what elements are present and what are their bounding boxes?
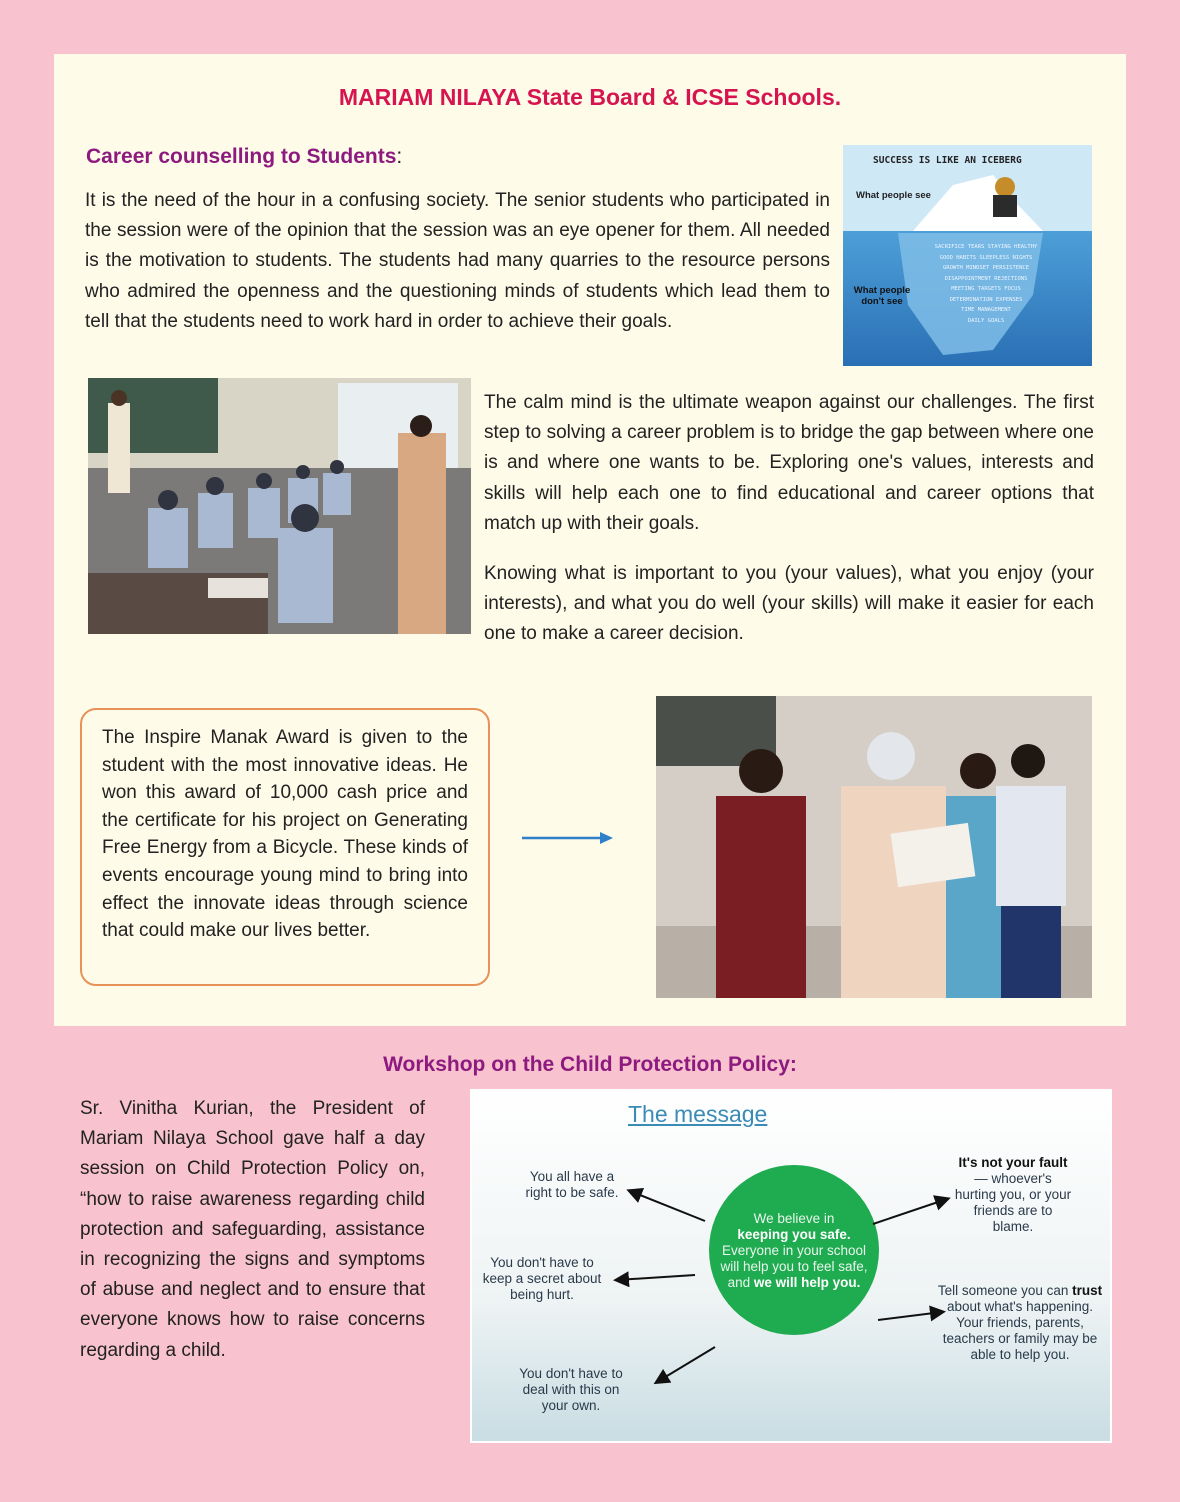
career-heading-colon: : — [396, 145, 403, 168]
iceberg-item: GOOD HABITS SLEEPLESS NIGHTS — [939, 254, 1033, 261]
center-text-a: We believe in — [753, 1211, 835, 1226]
arrow-right-top — [873, 1199, 947, 1224]
message-right-bottom — [935, 1283, 1105, 1363]
iceberg-bottom-label: What people don't see — [853, 285, 911, 307]
career-heading-text: Career counselling to Students — [86, 145, 397, 168]
career-paragraph-2: The calm mind is the ultimate weapon against our challenges. The first step to solving a career problem is to bridge the gap between where one is and where one wants to be. Exploring one's values, interests and skills will help each one to find educational and career options that match up with their goals. — [484, 392, 1094, 534]
iceberg-item: DISAPPOINTMENT REJECTIONS — [944, 275, 1028, 282]
center-text-b: keeping you safe. — [737, 1227, 851, 1242]
arrow-left-bottom — [657, 1347, 715, 1382]
message-right-top-text: — whoever's hurting you, or your friends are to blame. — [954, 1171, 1072, 1234]
award-text: The Inspire Manak Award is given to the student with the most innovative ideas. He won this award of 10,000 cash price and the certificate for his project on Generating Free Energy from a Bicycle. These kinds of events encourage young mind to bring into effect the innovate ideas through science that could make our lives better. — [102, 727, 468, 942]
message-diagram — [470, 1089, 1112, 1443]
message-title: The message — [628, 1101, 768, 1127]
workshop-heading: Workshop on the Child Protection Policy: — [383, 1053, 797, 1076]
iceberg-item: TIME MANAGEMENT — [961, 307, 1011, 313]
message-right-top-bold: It's not your fault — [958, 1155, 1068, 1170]
iceberg-infographic — [843, 145, 1092, 366]
career-heading — [86, 145, 402, 169]
arrow-left-mid — [617, 1275, 695, 1280]
iceberg-item: DETERMINATION EXPENSES — [949, 296, 1023, 303]
message-right-top — [952, 1155, 1074, 1235]
classroom-photo — [88, 378, 471, 634]
award-ceremony-scene — [656, 696, 1092, 998]
message-left-mid: You don't have to keep a secret about being hurt. — [482, 1255, 602, 1302]
iceberg-item: MEETING TARGETS FOCUS — [951, 286, 1021, 292]
iceberg-items — [921, 242, 1051, 326]
arrow-right-icon — [520, 829, 614, 847]
arrow-left-top — [630, 1191, 705, 1221]
workshop-paragraph: Sr. Vinitha Kurian, the President of Mariam Nilaya School gave half a day session on Child Protection Policy on, “how to raise awareness regarding child protection and safeguarding, assistance in recognizing the signs and symptoms of abuse and neglect and to ensure that everyone knows how to raise concerns regarding a child. — [80, 1098, 425, 1361]
message-right-bottom-b: about what's happening. Your friends, parents, teachers or family may be able to help you. — [942, 1299, 1098, 1362]
message-left-bottom: You don't have to deal with this on your own. — [519, 1366, 623, 1413]
iceberg-item: SACRIFICE TEARS STAYING HEALTHY — [934, 244, 1038, 250]
message-right-bottom-bold: trust — [1072, 1283, 1103, 1298]
center-text-d: we will help you. — [753, 1275, 861, 1290]
award-callout — [80, 708, 490, 986]
career-paragraph-3: Knowing what is important to you (your values), what you enjoy (your interests), and what you do well (your skills) will make it easier for each one to make a career decision. — [484, 563, 1094, 645]
center-text-c: Everyone in your school will help you to feel safe, and — [720, 1243, 868, 1290]
award-photo — [656, 696, 1092, 998]
message-left-top: You all have a right to be safe. — [525, 1169, 619, 1200]
iceberg-item: GROWTH MINDSET PERSISTENCE — [942, 265, 1030, 271]
classroom-scene — [88, 378, 471, 634]
message-right-bottom-a: Tell someone you can — [937, 1283, 1069, 1298]
page-title: MARIAM NILAYA State Board & ICSE Schools. — [338, 84, 842, 110]
iceberg-item: DAILY GOALS — [967, 317, 1005, 324]
arrow-right-bottom — [878, 1312, 942, 1320]
career-paragraph-1: It is the need of the hour in a confusing society. The senior students who participated in the session were of the opinion that the session was an eye opener for them. All needed is the motivation to students. The students had many quarries to the resource persons who admired the openness and the questioning minds of students which lead them to tell that the students need to work hard in order to achieve their goals. — [85, 190, 830, 332]
iceberg-title: SUCCESS IS LIKE AN ICEBERG — [873, 155, 1022, 166]
iceberg-top-label: What people see — [856, 190, 931, 201]
